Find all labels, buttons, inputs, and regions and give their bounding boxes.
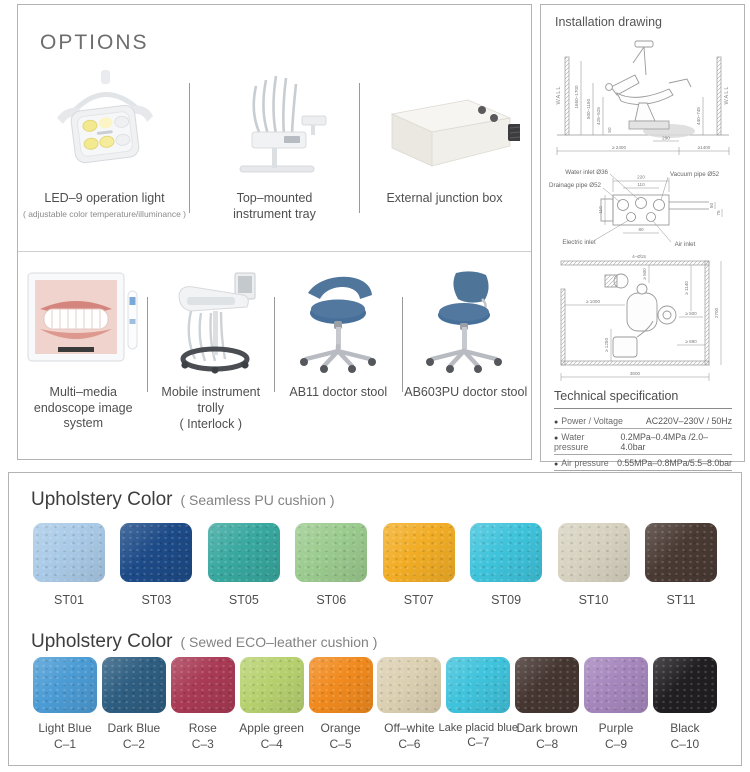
swatch-st06 xyxy=(295,523,367,607)
swatch-c1 xyxy=(33,657,97,752)
swatch-color xyxy=(584,657,648,713)
product-ab11-stool xyxy=(275,265,402,401)
dim-label: ≥ 690 xyxy=(685,339,697,344)
swatch-c10 xyxy=(653,657,717,752)
product-ab603pu-stool xyxy=(403,265,530,401)
product-name: AB603PU doctor stool xyxy=(404,385,528,399)
drawing-note: 4–Ø15 xyxy=(632,254,646,259)
vacuum-pipe-label: Vacuum pipe Ø52 xyxy=(670,171,720,178)
upholstery-subtitle: ( Seamless PU cushion ) xyxy=(180,492,335,508)
mobile-trolly-image xyxy=(151,265,271,377)
upholstery-subtitle: ( Sewed ECO–leather cushion ) xyxy=(180,634,378,650)
swatch-color xyxy=(470,523,542,582)
installation-panel xyxy=(540,4,745,468)
air-inlet-label: Air inlet xyxy=(674,241,696,248)
upholstery-panel xyxy=(8,472,742,766)
swatch-c4 xyxy=(240,657,304,752)
swatch-code: C–5 xyxy=(329,736,352,751)
spec-label-text: Water pressure xyxy=(554,432,589,452)
swatch-st03 xyxy=(120,523,192,607)
options-panel xyxy=(17,4,532,460)
horizontal-divider xyxy=(18,251,531,252)
swatch-st09 xyxy=(470,523,542,607)
endoscope-illustration xyxy=(22,267,144,375)
swatch-name: Dark Blue xyxy=(107,721,161,735)
wall-label: WALL xyxy=(724,85,730,105)
spec-value: AC220V–230V / 50Hz xyxy=(645,416,732,426)
dim-label: 50 xyxy=(709,202,714,209)
swatch-color xyxy=(33,523,105,582)
dim-label: 110 xyxy=(637,182,645,187)
plumbing-drawing xyxy=(549,165,739,251)
instrument-tray-image xyxy=(210,65,340,183)
led-light-image xyxy=(35,65,175,183)
swatch-color xyxy=(653,657,717,713)
swatch-name: Lake placid blue xyxy=(438,722,519,734)
swatch-c2 xyxy=(102,657,166,752)
top-view-drawing xyxy=(549,253,739,389)
swatch-code: C–7 xyxy=(467,735,490,750)
upholstery-title: Upholstery Color xyxy=(31,489,173,510)
spec-row-power xyxy=(554,413,732,429)
spec-row-water xyxy=(554,429,732,455)
swatch-name: Off–white xyxy=(384,721,435,735)
dim-label: ≥ 1250 xyxy=(604,337,609,353)
product-instrument-tray xyxy=(190,65,359,222)
dim-label: 110 xyxy=(598,206,603,214)
spec-label xyxy=(554,458,609,468)
swatch-c5 xyxy=(309,657,373,752)
product-endoscope-system xyxy=(20,265,147,432)
instrument-tray-illustration xyxy=(210,68,340,180)
tech-spec-title: Technical specification xyxy=(554,389,732,409)
dim-label: ≥ 500 xyxy=(685,311,697,316)
swatch-color xyxy=(515,657,579,713)
dim-label: 425–525 xyxy=(596,107,601,125)
wall-label: WALL xyxy=(556,85,562,105)
eco-swatch-row xyxy=(33,657,717,752)
dim-label: ≥ 1000 xyxy=(585,299,601,304)
bullet-icon: ● xyxy=(554,435,559,442)
product-name: Mobile instrument trolly xyxy=(161,385,261,415)
spec-value: 0.2MPa–0.4MPa /2.0–4.0bar xyxy=(620,432,709,452)
dim-label: ≥ 2400 xyxy=(611,145,627,150)
swatch-name: Light Blue xyxy=(38,721,92,735)
dim-label: 290 xyxy=(662,135,670,141)
swatch-code: C–6 xyxy=(398,736,421,751)
swatch-color xyxy=(377,657,441,713)
product-name: External junction box xyxy=(386,191,503,205)
swatch-st05 xyxy=(208,523,280,607)
dim-label: 440–745 xyxy=(696,107,701,125)
swatch-st01 xyxy=(33,523,105,607)
swatch-color xyxy=(208,523,280,582)
spec-value: 0.55MPa–0.8MPa/5.5–8.0bar xyxy=(617,458,732,468)
product-subtitle: ( adjustable color temperature/illuminance ) xyxy=(23,208,186,219)
swatch-code: C–2 xyxy=(122,736,145,751)
junction-box-image xyxy=(370,65,520,183)
swatch-code: C–9 xyxy=(604,736,627,751)
options-row-1 xyxy=(20,65,529,222)
product-subtitle: ( Interlock ) xyxy=(179,417,242,432)
swatch-code: ST06 xyxy=(316,593,347,607)
swatch-code: C–8 xyxy=(536,736,559,751)
swatch-name: Rose xyxy=(188,721,217,735)
swatch-c7 xyxy=(438,657,519,752)
swatch-code: ST09 xyxy=(491,593,522,607)
dim-label: 2700 xyxy=(714,307,719,319)
installation-title: Installation drawing xyxy=(555,15,663,29)
upholstery-eco-heading xyxy=(31,631,377,653)
swatch-color xyxy=(446,657,510,713)
ab11-stool-illustration xyxy=(278,267,398,375)
dim-label: 75 xyxy=(716,210,721,216)
technical-specification xyxy=(554,389,732,484)
swatch-color xyxy=(309,657,373,713)
bullet-icon: ● xyxy=(554,419,559,426)
dim-label: ≥1400 xyxy=(697,145,711,150)
ab603pu-stool-illustration xyxy=(406,267,526,375)
swatch-name: Dark brown xyxy=(516,721,578,735)
swatch-name: Purple xyxy=(598,721,634,735)
side-view-drawing xyxy=(549,35,737,163)
swatch-code: C–10 xyxy=(670,736,700,751)
swatch-c8 xyxy=(515,657,579,752)
dim-label: 3600 xyxy=(629,371,641,376)
product-name: AB11 doctor stool xyxy=(289,385,388,399)
product-mobile-trolly xyxy=(148,265,275,433)
spec-label-text: Air pressure xyxy=(561,458,609,468)
swatch-code: C–4 xyxy=(260,736,283,751)
swatch-code: ST03 xyxy=(141,593,172,607)
swatch-c3 xyxy=(171,657,235,752)
spec-label xyxy=(554,432,620,452)
product-junction-box xyxy=(360,65,529,207)
swatch-color xyxy=(558,523,630,582)
swatch-st07 xyxy=(383,523,455,607)
swatch-color xyxy=(240,657,304,713)
swatch-code: ST10 xyxy=(578,593,609,607)
swatch-code: ST01 xyxy=(54,593,84,607)
water-inlet-label: Water inlet Ø36 xyxy=(565,169,608,176)
swatch-name: Apple green xyxy=(239,721,304,735)
swatch-color xyxy=(120,523,192,582)
dim-label: 1650–1700 xyxy=(574,85,579,109)
swatch-color xyxy=(383,523,455,582)
dim-label: 80 xyxy=(638,227,644,232)
swatch-name: Orange xyxy=(320,721,361,735)
upholstery-title: Upholstery Color xyxy=(31,631,173,652)
upholstery-pu-heading xyxy=(31,489,335,511)
swatch-c6 xyxy=(377,657,441,752)
dim-label: 220 xyxy=(637,174,645,180)
swatch-st10 xyxy=(558,523,630,607)
swatch-color xyxy=(645,523,717,582)
swatch-st11 xyxy=(645,523,717,607)
ab603pu-stool-image xyxy=(406,265,526,377)
endoscope-image xyxy=(22,265,144,377)
bullet-icon: ● xyxy=(554,461,559,468)
swatch-color xyxy=(295,523,367,582)
swatch-name: Black xyxy=(670,721,700,735)
options-title: OPTIONS xyxy=(40,31,149,54)
swatch-code: C–1 xyxy=(53,736,76,751)
junction-box-illustration xyxy=(370,74,520,174)
spec-label-text: Power / Voltage xyxy=(561,416,623,426)
mobile-trolly-illustration xyxy=(151,267,271,375)
spec-row-air xyxy=(554,455,732,471)
drainage-pipe-label: Drainage pipe Ø52 xyxy=(549,182,601,189)
swatch-code: ST07 xyxy=(403,593,434,607)
swatch-color xyxy=(171,657,235,713)
dim-label: 500–1150 xyxy=(586,98,591,120)
dim-label: ≥ 1140 xyxy=(684,281,689,295)
product-name: Top–mounted instrument tray xyxy=(233,191,316,221)
options-row-2 xyxy=(20,265,529,433)
dim-label: 50 xyxy=(607,127,612,133)
pu-swatch-row xyxy=(33,523,717,607)
swatch-color xyxy=(33,657,97,713)
swatch-code: ST11 xyxy=(666,593,696,607)
product-led-light xyxy=(20,65,189,219)
ab11-stool-image xyxy=(278,265,398,377)
swatch-color xyxy=(102,657,166,713)
swatch-code: C–3 xyxy=(191,736,214,751)
electric-inlet-label: Electric inlet xyxy=(562,239,596,246)
led-light-illustration xyxy=(35,68,175,180)
swatch-c9 xyxy=(584,657,648,752)
spec-label xyxy=(554,416,623,426)
product-name: Multi–media endoscope image system xyxy=(33,385,133,431)
swatch-code: ST05 xyxy=(228,593,259,607)
product-name: LED–9 operation light xyxy=(44,191,165,205)
dim-label: ≥ 500 xyxy=(642,268,647,280)
